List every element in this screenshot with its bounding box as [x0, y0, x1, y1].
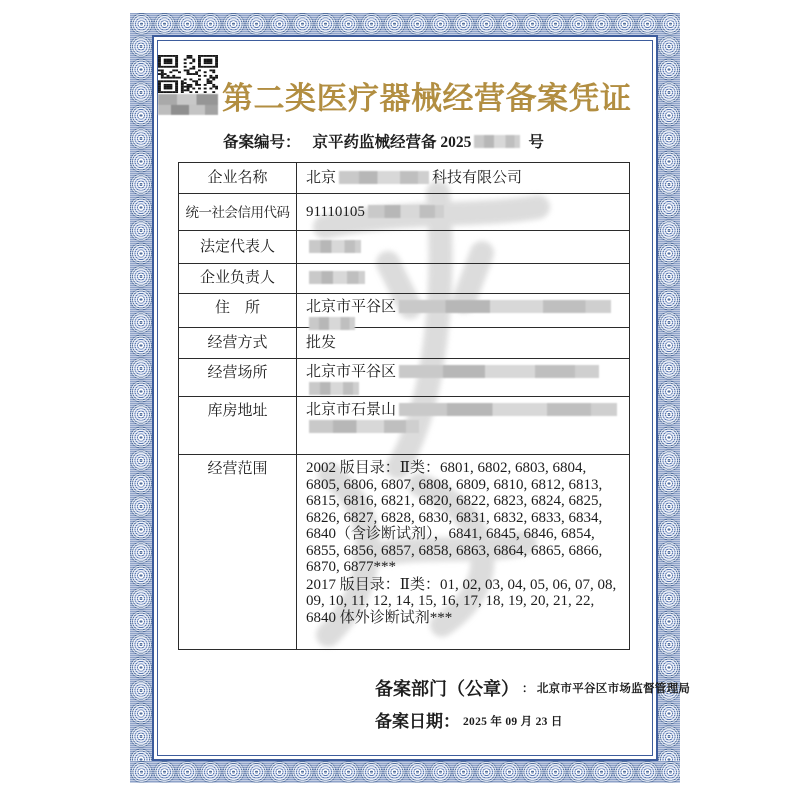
- field-value: [297, 163, 629, 193]
- redacted-text: [309, 317, 355, 330]
- field-label: 法定代表人: [179, 231, 297, 263]
- filing-date-value: 2025 年 09 月 23 日: [463, 716, 563, 728]
- field-label: 企业负责人: [179, 264, 297, 293]
- border-band-left: [130, 35, 152, 761]
- table-row: [179, 230, 629, 263]
- field-value: [297, 231, 629, 263]
- value-line: [306, 364, 623, 381]
- value-line: [306, 204, 623, 221]
- value-text: 批发: [306, 334, 337, 351]
- field-value: [297, 359, 629, 396]
- value-line: [306, 335, 623, 352]
- table-row: [179, 454, 629, 649]
- redacted-text: [309, 420, 419, 433]
- value-paragraph: 2017 版目录：Ⅱ类：01, 02, 03, 04, 05, 06, 07, 08, 09, 10, 11, 12, 14, 15, 16, 17, 18, 19, 20, 21, 22, 6840 体外诊断试剂***: [306, 576, 617, 626]
- redacted-text: [474, 135, 520, 148]
- redacted-text: [339, 171, 429, 184]
- redacted-text: [399, 365, 599, 378]
- filing-department-value: 北京市平谷区市场监督管理局: [536, 683, 691, 695]
- value-line: [306, 239, 623, 256]
- redacted-text: [309, 271, 365, 284]
- record-number-label: 备案编号：: [223, 134, 301, 151]
- border-band-bottom: [130, 761, 680, 783]
- field-label: 企业名称: [179, 163, 297, 193]
- field-value: [297, 328, 629, 358]
- value-line: [306, 402, 623, 419]
- table-row: [179, 293, 629, 327]
- filing-date-label: 备案日期：: [375, 712, 460, 731]
- field-value: [297, 264, 629, 293]
- field-label: 库房地址: [179, 397, 297, 454]
- record-number-suffix: 号: [528, 134, 544, 151]
- value-line: [306, 381, 623, 398]
- field-value: [297, 194, 629, 230]
- redacted-block: [158, 94, 218, 115]
- value-text: 科技有限公司: [432, 169, 523, 186]
- value-text: 91110105: [306, 203, 365, 220]
- field-label: 经营场所: [179, 359, 297, 396]
- certificate-table: [178, 162, 630, 650]
- field-value: [297, 397, 629, 454]
- value-text: 北京市平谷区: [306, 299, 397, 315]
- table-row: [179, 263, 629, 293]
- filing-department-label: 备案部门（公章）: [375, 679, 519, 699]
- redacted-text: [309, 240, 361, 253]
- record-number-prefix: 京平药监械经营备 2025: [312, 134, 472, 151]
- qr-code-icon: [158, 55, 218, 93]
- border-band-top: [130, 13, 680, 35]
- redacted-text: [399, 403, 617, 416]
- border-band-right: [658, 35, 680, 761]
- value-text: 北京: [306, 169, 337, 186]
- table-row: [179, 396, 629, 454]
- table-row: [179, 327, 629, 358]
- filing-department-colon: ：: [522, 683, 534, 695]
- field-label: 经营范围: [179, 455, 297, 649]
- filing-date-line: [375, 712, 563, 732]
- field-label: 经营方式: [179, 328, 297, 358]
- value-text: 北京市石景山: [306, 402, 397, 418]
- value-line: [306, 419, 623, 436]
- table-row: [179, 163, 629, 193]
- value-text: 北京市平谷区: [306, 364, 397, 380]
- redacted-text: [399, 300, 611, 313]
- redacted-text: [368, 205, 444, 218]
- record-number-line: [223, 130, 544, 152]
- redacted-text: [309, 382, 359, 395]
- value-line: [306, 299, 623, 316]
- value-paragraph: 2002 版目录：Ⅱ类：6801, 6802, 6803, 6804, 6805, 6806, 6807, 6808, 6809, 6810, 6812, 6813, 6815, 6816, 6821, 6820, 6822, 6823, 6824, 6825, 6826, 6827, 6828, 6830, 6831, 6832, 6833, 6834, 6840（含诊断试剂），6841, 6845, 6846, 6854, 6855, 6856, 6857, 6858, 6863, 6864, 6865, 6866, 6870, 6877***: [306, 460, 603, 575]
- table-row: [179, 358, 629, 396]
- field-label: 住 所: [179, 294, 297, 327]
- field-label: 统一社会信用代码: [179, 194, 297, 230]
- value-line: [306, 270, 623, 287]
- field-value: [297, 294, 629, 327]
- filing-department-line: [375, 679, 690, 699]
- value-line: [306, 170, 623, 187]
- table-row: [179, 193, 629, 230]
- certificate-title: 第二类医疗器械经营备案凭证: [222, 81, 632, 116]
- field-value: [297, 455, 629, 649]
